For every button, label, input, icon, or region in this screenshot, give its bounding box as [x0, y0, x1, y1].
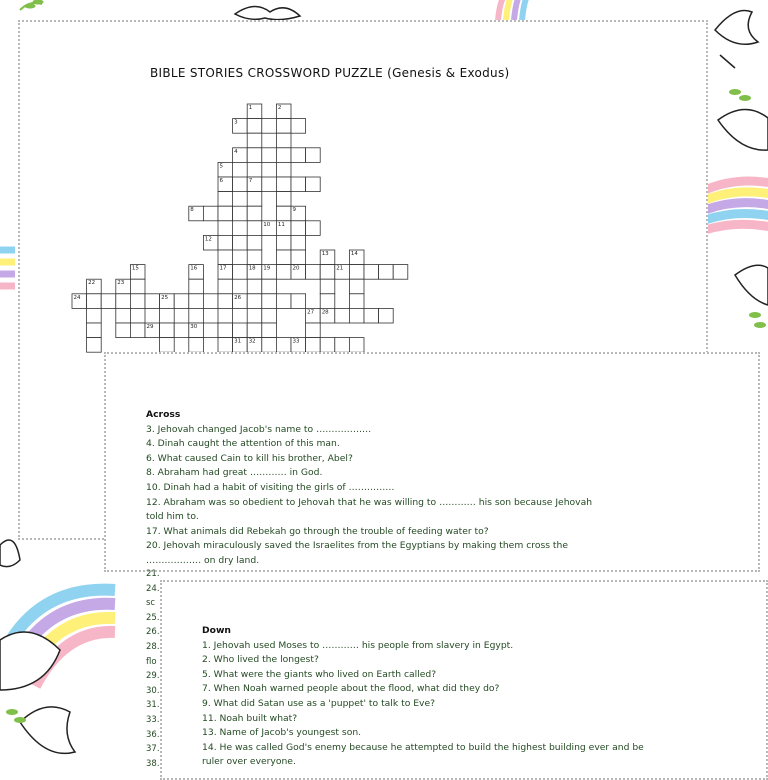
grid-cell — [291, 148, 306, 163]
grid-cell — [306, 323, 321, 338]
grid-cell — [379, 308, 394, 323]
grid-cell — [291, 294, 306, 309]
grid-cell — [116, 294, 131, 309]
clue-number: 33. — [146, 714, 160, 725]
grid-cell — [393, 265, 408, 280]
grid-cell — [262, 338, 277, 353]
grid-cell — [247, 192, 262, 207]
cell-number: 10 — [263, 221, 271, 228]
across-clue: told him to. — [146, 511, 199, 523]
grid-cell — [247, 148, 262, 163]
cell-number: 9 — [292, 207, 296, 214]
cell-number: 13 — [321, 251, 329, 257]
grid-cell — [218, 323, 233, 338]
grid-cell — [218, 338, 233, 353]
cell-number: 25 — [161, 294, 169, 301]
grid-cell — [233, 323, 248, 338]
grid-cell — [349, 265, 364, 280]
olive-branch-icon — [729, 89, 751, 101]
grid-cell — [130, 279, 145, 294]
across-clue: ……………… on dry land. — [146, 554, 260, 566]
across-clue: 17. What animals did Rebekah go through the trouble of feeding water to? — [146, 525, 489, 537]
grid-cell — [364, 265, 379, 280]
across-clue: 3. Jehovah changed Jacob's name to ……………… — [146, 423, 372, 435]
grid-cell — [276, 192, 291, 207]
cell-number: 15 — [131, 265, 139, 272]
grid-cell — [291, 119, 306, 134]
hidden-clue-numbers — [146, 567, 160, 771]
grid-cell — [262, 279, 277, 294]
grid-cell — [306, 338, 321, 353]
grid-cell — [130, 308, 145, 323]
cell-number: 30 — [190, 324, 198, 330]
cell-number: 19 — [263, 265, 271, 272]
cell-number: 33 — [292, 338, 300, 345]
clue-number: 26. — [146, 627, 160, 638]
across-clue: 4. Dinah caught the attention of this man. — [146, 438, 340, 450]
grid-cell — [233, 177, 248, 192]
grid-cell — [189, 294, 204, 309]
grid-cell — [262, 119, 277, 134]
grid-cell — [335, 338, 350, 353]
down-clue: ruler over everyone. — [202, 756, 296, 768]
cell-number: 3 — [234, 119, 238, 126]
grid-cell — [160, 338, 175, 353]
grid-cell — [160, 323, 175, 338]
clue-number: 28. — [146, 641, 160, 652]
clue-number: flo — [146, 656, 157, 667]
grid-cell — [320, 279, 335, 294]
grid-cell — [262, 308, 277, 323]
grid-cell — [218, 235, 233, 250]
dove-icon — [735, 265, 768, 305]
cell-number: 21 — [336, 265, 344, 272]
grid-cell — [218, 221, 233, 236]
grid-cell — [276, 119, 291, 134]
grid-cell — [218, 279, 233, 294]
cell-number: 12 — [204, 236, 212, 243]
cell-number: 14 — [350, 251, 358, 257]
grid-cell — [203, 206, 218, 221]
olive-branch-icon — [20, 0, 43, 10]
grid-cell — [233, 206, 248, 221]
grid-cell — [218, 206, 233, 221]
cell-number: 27 — [307, 309, 315, 316]
down-clue: 1. Jehovah used Moses to ………… his people from slavery in Egypt. — [202, 639, 514, 651]
grid-cell — [306, 265, 321, 280]
clue-number: 29. — [146, 671, 160, 682]
grid-cell — [349, 338, 364, 353]
cell-number: 28 — [321, 309, 329, 316]
grid-cell — [87, 308, 102, 323]
grid-cell — [247, 250, 262, 265]
grid-cell — [218, 192, 233, 207]
page-title: BIBLE STORIES CROSSWORD PUZZLE (Genesis & Exodus) — [150, 66, 510, 80]
grid-cell — [218, 250, 233, 265]
cell-number: 29 — [146, 324, 154, 330]
grid-cell — [276, 235, 291, 250]
across-clue: 12. Abraham was so obedient to Jehovah that he was willing to ………… his son because Jehovah — [146, 496, 593, 508]
rainbow-icon — [0, 250, 15, 286]
down-clue-list — [202, 624, 644, 770]
down-clues-sheet — [160, 580, 768, 780]
grid-cell — [349, 279, 364, 294]
olive-branch-icon — [749, 312, 766, 328]
cell-number: 17 — [219, 265, 227, 272]
down-clue: 13. Name of Jacob's youngest son. — [202, 727, 362, 739]
across-heading: Across — [146, 409, 181, 420]
clue-number: 24. — [146, 583, 160, 594]
cell-number: 4 — [234, 148, 238, 155]
grid-cell — [160, 308, 175, 323]
grid-cell — [276, 338, 291, 353]
down-clue: 9. What did Satan use as a 'puppet' to talk to Eve? — [202, 697, 436, 709]
grid-cell — [233, 235, 248, 250]
grid-cell — [276, 177, 291, 192]
down-clue: 7. When Noah warned people about the flood, what did they do? — [202, 683, 500, 695]
grid-cell — [116, 323, 131, 338]
grid-cell — [116, 308, 131, 323]
grid-cell — [101, 294, 116, 309]
clue-number: 36. — [146, 729, 160, 740]
cell-number: 2 — [277, 105, 282, 111]
clue-number: 31. — [146, 700, 160, 711]
clue-number: 37. — [146, 744, 160, 755]
across-clue: 20. Jehovah miraculously saved the Israelites from the Egyptians by making them cross the — [146, 540, 569, 552]
grid-cell — [174, 294, 189, 309]
rainbow-icon — [705, 181, 768, 230]
clue-number: 30. — [146, 685, 160, 696]
grid-cell — [189, 279, 204, 294]
across-clue-list — [146, 408, 592, 569]
cell-number: 16 — [190, 265, 198, 272]
dove-icon — [715, 10, 758, 68]
grid-cell — [306, 148, 321, 163]
grid-cell — [247, 308, 262, 323]
grid-cell — [335, 308, 350, 323]
grid-cell — [247, 206, 262, 221]
grid-cell — [233, 265, 248, 280]
grid-cell — [364, 308, 379, 323]
grid-cell — [174, 323, 189, 338]
cell-number: 24 — [73, 294, 81, 301]
grid-cell — [306, 177, 321, 192]
across-clue: 8. Abraham had great ………… in God. — [146, 467, 323, 479]
cell-number: 18 — [248, 265, 256, 272]
grid-cell — [262, 323, 277, 338]
grid-cell — [87, 323, 102, 338]
grid-cell — [247, 294, 262, 309]
cell-number: 26 — [234, 294, 242, 301]
grid-cell — [379, 265, 394, 280]
grid-cell — [247, 279, 262, 294]
grid-cell — [320, 265, 335, 280]
grid-cell — [145, 294, 160, 309]
cell-number: 20 — [292, 265, 300, 272]
grid-cell — [320, 338, 335, 353]
grid-cell — [276, 148, 291, 163]
cell-number: 7 — [248, 178, 253, 184]
grid-cell — [291, 235, 306, 250]
grid-cell — [276, 294, 291, 309]
dove-icon — [718, 109, 768, 150]
across-clue: 6. What caused Cain to kill his brother, Abel? — [146, 452, 353, 464]
grid-cell — [262, 177, 277, 192]
grid-cell — [247, 235, 262, 250]
grid-cell — [130, 294, 145, 309]
down-clue: 5. What were the giants who lived on Earth called? — [202, 668, 437, 680]
clue-number: 25. — [146, 612, 160, 623]
down-clue: 14. He was called God's enemy because he attempted to build the highest building ever and be — [202, 741, 644, 753]
grid-cell — [247, 119, 262, 134]
grid-cell — [247, 133, 262, 148]
clue-number: sc — [146, 598, 156, 609]
grid-cell — [276, 265, 291, 280]
grid-cell — [203, 323, 218, 338]
cell-number: 8 — [190, 207, 194, 214]
cell-number: 32 — [248, 338, 256, 345]
grid-cell — [247, 323, 262, 338]
grid-cell — [291, 250, 306, 265]
grid-cell — [218, 308, 233, 323]
cell-number: 6 — [219, 178, 223, 184]
cell-number: 31 — [234, 338, 242, 345]
grid-cell — [276, 162, 291, 177]
rainbow-icon — [498, 0, 528, 20]
clue-number: 21. — [146, 569, 160, 579]
cell-number: 1 — [248, 105, 253, 111]
dove-icon — [0, 540, 20, 567]
grid-cell — [291, 177, 306, 192]
cell-number: 11 — [277, 221, 285, 228]
grid-cell — [262, 148, 277, 163]
grid-cell — [349, 294, 364, 309]
grid-cell — [276, 250, 291, 265]
clue-number: 38. — [146, 758, 160, 769]
grid-cell — [189, 308, 204, 323]
grid-cell — [87, 294, 102, 309]
grid-cell — [306, 221, 321, 236]
down-heading: Down — [202, 625, 231, 636]
across-clue: 10. Dinah had a habit of visiting the girls of …………… — [146, 481, 395, 493]
grid-cell — [87, 338, 102, 353]
across-clues-sheet — [104, 352, 760, 572]
grid-cell — [218, 294, 233, 309]
grid-cell — [291, 221, 306, 236]
down-clue: 11. Noah built what? — [202, 712, 298, 724]
dove-icon — [20, 707, 75, 754]
grid-cell — [247, 221, 262, 236]
cell-number: 5 — [219, 163, 223, 170]
grid-cell — [320, 294, 335, 309]
grid-cell — [203, 294, 218, 309]
grid-cell — [276, 206, 291, 221]
cell-number: 23 — [117, 280, 125, 287]
grid-cell — [189, 338, 204, 353]
grid-cell — [276, 133, 291, 148]
cell-number: 22 — [88, 280, 96, 287]
grid-cell — [130, 323, 145, 338]
dove-icon — [235, 6, 300, 19]
grid-cell — [247, 162, 262, 177]
grid-cell — [349, 308, 364, 323]
olive-branch-icon — [6, 709, 26, 723]
grid-cell — [262, 294, 277, 309]
down-clue: 2. Who lived the longest? — [202, 654, 319, 666]
